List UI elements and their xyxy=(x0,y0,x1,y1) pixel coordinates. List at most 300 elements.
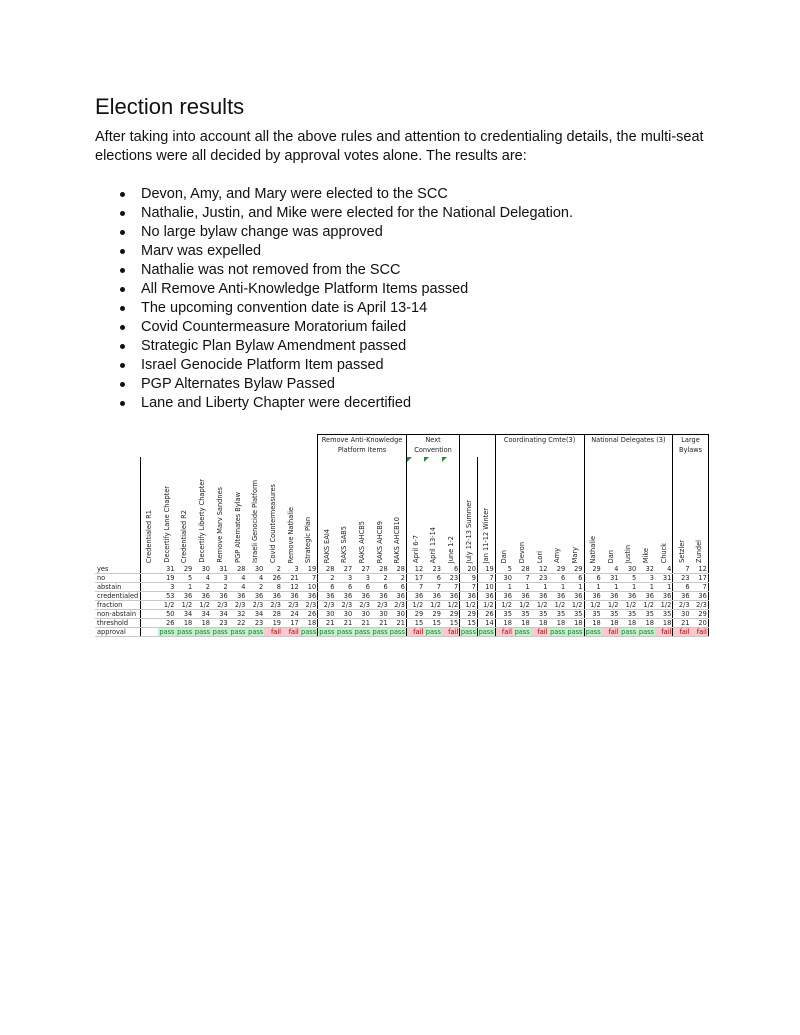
comment-flag-icon xyxy=(407,457,412,462)
table-cell: 29 xyxy=(584,565,602,574)
table-cell: 29 xyxy=(442,610,460,619)
table-cell: 35 xyxy=(531,610,549,619)
table-cell: 12 xyxy=(406,565,424,574)
table-cell: 31 xyxy=(211,565,229,574)
table-cell: fail xyxy=(406,628,424,637)
table-cell: 2 xyxy=(247,583,265,592)
table-cell: 15 xyxy=(442,619,460,628)
result-item: Marv was expelled xyxy=(120,242,573,261)
table-cell xyxy=(140,628,158,637)
table-cell: 1 xyxy=(495,583,513,592)
table-cell: 36 xyxy=(637,592,655,601)
table-cell: 10 xyxy=(477,583,495,592)
table-row xyxy=(95,628,708,637)
table-cell: 18 xyxy=(602,619,620,628)
table-cell: 36 xyxy=(477,592,495,601)
result-item: PGP Alternates Bylaw Passed xyxy=(120,375,573,394)
table-cell: 18 xyxy=(548,619,566,628)
table-cell: 1/2 xyxy=(460,601,478,610)
table-cell: 6 xyxy=(673,583,691,592)
table-cell: 30 xyxy=(389,610,407,619)
column-header-label: Israeli Genocide Platform xyxy=(251,480,260,563)
table-cell: 53 xyxy=(158,592,176,601)
table-cell: 1/2 xyxy=(513,601,531,610)
table-cell: 36 xyxy=(282,592,300,601)
table-cell: pass xyxy=(638,628,654,636)
result-item: The upcoming convention date is April 13-14 xyxy=(120,299,573,318)
column-header xyxy=(691,457,709,565)
table-cell: 30 xyxy=(371,610,389,619)
table-cell: 1/2 xyxy=(584,601,602,610)
table-cell: 4 xyxy=(229,574,247,583)
table-cell: 5 xyxy=(176,574,194,583)
table-cell: 28 xyxy=(264,610,282,619)
table-cell: 15 xyxy=(406,619,424,628)
column-header-row xyxy=(95,457,708,565)
column-header-label: Remove Nathalie xyxy=(286,506,295,563)
column-header xyxy=(264,457,282,565)
group-header-large: Large Bylaws xyxy=(673,435,709,458)
table-cell: 36 xyxy=(584,592,602,601)
result-item: Strategic Plan Bylaw Amendment passed xyxy=(120,337,573,356)
table-cell: 35 xyxy=(655,610,673,619)
table-cell: 36 xyxy=(247,592,265,601)
table-cell: 34 xyxy=(247,610,265,619)
row-label: abstain xyxy=(95,583,140,592)
column-header-label: Credentialed R2 xyxy=(180,509,189,563)
table-cell: 1/2 xyxy=(176,601,194,610)
column-header xyxy=(247,457,265,565)
table-cell: 7 xyxy=(442,583,460,592)
group-header-raks: Remove Anti-Knowledge Platform Items xyxy=(318,435,407,458)
table-cell: 18 xyxy=(620,619,638,628)
table-cell: 36 xyxy=(371,592,389,601)
intro-paragraph: After taking into account all the above rules and attention to credentialing details, the multi-seat elections were all decided by approval votes alone. The results are: xyxy=(95,129,704,164)
table-cell: 35 xyxy=(584,610,602,619)
table-cell: 28 xyxy=(513,565,531,574)
table-cell: 4 xyxy=(247,574,265,583)
table-cell: 27 xyxy=(353,565,371,574)
table-cell: 1 xyxy=(637,583,655,592)
column-header xyxy=(282,457,300,565)
table-cell: 35 xyxy=(566,610,584,619)
table-cell: 30 xyxy=(620,565,638,574)
table-cell: 18 xyxy=(513,619,531,628)
table-cell: pass xyxy=(514,628,530,636)
column-header xyxy=(602,457,620,565)
header-corner xyxy=(95,457,140,565)
table-cell: 7 xyxy=(691,583,709,592)
table-cell: pass xyxy=(248,628,264,636)
row-label: threshold xyxy=(95,619,140,628)
column-header xyxy=(158,457,176,565)
column-header xyxy=(335,457,353,565)
table-cell: 6 xyxy=(548,574,566,583)
table-cell: 36 xyxy=(460,592,478,601)
group-header-convention: Next Convention xyxy=(406,435,459,458)
table-cell: fail xyxy=(264,628,282,637)
column-header-label: Amy xyxy=(553,548,562,563)
column-header xyxy=(406,457,424,565)
table-cell: 2/3 xyxy=(389,601,407,610)
group-header-scc: Coordinating Cmte(3) xyxy=(495,435,584,458)
table-cell: 36 xyxy=(193,592,211,601)
column-header-label: June 1-2 xyxy=(446,535,455,563)
table-cell: 36 xyxy=(406,592,424,601)
table-cell: 2/3 xyxy=(300,601,318,610)
table-cell: 1 xyxy=(531,583,549,592)
table-cell: 26 xyxy=(158,619,176,628)
table-cell: 21 xyxy=(389,619,407,628)
table-cell: 12 xyxy=(531,565,549,574)
table-cell: 26 xyxy=(477,610,495,619)
column-header-label: RAKS SAB5 xyxy=(340,526,349,563)
table-cell: 29 xyxy=(548,565,566,574)
column-header-label: Jan 11-12 Winter xyxy=(482,507,491,563)
row-label: yes xyxy=(95,565,140,574)
table-cell: 36 xyxy=(211,592,229,601)
column-header xyxy=(566,457,584,565)
table-cell: fail xyxy=(691,628,709,637)
table-cell: 18 xyxy=(655,619,673,628)
table-cell: 28 xyxy=(389,565,407,574)
table-cell: 23 xyxy=(673,574,691,583)
column-header xyxy=(229,457,247,565)
table-cell: 17 xyxy=(406,574,424,583)
table-cell: 19 xyxy=(477,565,495,574)
table-cell: 36 xyxy=(442,592,460,601)
table-cell: 3 xyxy=(637,574,655,583)
table-cell: pass xyxy=(478,628,494,636)
results-list xyxy=(120,185,573,413)
table-cell: 2/3 xyxy=(353,601,371,610)
column-header-label: Mike xyxy=(642,547,651,563)
table-cell: 1/2 xyxy=(655,601,673,610)
table-cell: 1 xyxy=(513,583,531,592)
table-cell: 30 xyxy=(193,565,211,574)
table-cell: 36 xyxy=(176,592,194,601)
column-header-label: Dan xyxy=(500,549,509,563)
table-cell: 22 xyxy=(229,619,247,628)
table-cell: 4 xyxy=(229,583,247,592)
table-cell: pass xyxy=(337,628,353,636)
row-label: approval xyxy=(95,628,140,637)
table-cell: 14 xyxy=(477,619,495,628)
table-cell: 17 xyxy=(691,574,709,583)
column-header xyxy=(620,457,638,565)
results-table-image xyxy=(95,434,709,637)
table-cell: 19 xyxy=(264,619,282,628)
table-cell: 35 xyxy=(620,610,638,619)
table-cell: 2/3 xyxy=(673,601,691,610)
column-header xyxy=(655,457,673,565)
table-cell: fail xyxy=(673,628,691,637)
column-header xyxy=(531,457,549,565)
column-header-label: Credentialed R1 xyxy=(145,509,154,563)
column-header-label: Chuck xyxy=(659,542,668,563)
table-cell: 4 xyxy=(193,574,211,583)
column-header-label: Remove Marv Sandnes xyxy=(215,487,224,563)
table-cell: 3 xyxy=(335,574,353,583)
table-cell: 12 xyxy=(282,583,300,592)
table-row xyxy=(95,619,708,628)
table-cell: 6 xyxy=(353,583,371,592)
table-cell: 1 xyxy=(548,583,566,592)
table-row xyxy=(95,610,708,619)
column-header xyxy=(442,457,460,565)
table-cell: 2/3 xyxy=(371,601,389,610)
table-cell: 4 xyxy=(655,565,673,574)
table-cell: 2 xyxy=(211,583,229,592)
table-row xyxy=(95,565,708,574)
table-cell: 7 xyxy=(673,565,691,574)
table-cell: 5 xyxy=(620,574,638,583)
table-cell xyxy=(140,619,158,628)
table-cell: 1/2 xyxy=(620,601,638,610)
table-row xyxy=(95,574,708,583)
table-cell: 29 xyxy=(406,610,424,619)
column-header-label: April 6-7 xyxy=(411,535,420,563)
table-cell: 26 xyxy=(300,610,318,619)
table-cell: 1 xyxy=(655,583,673,592)
table-cell: 36 xyxy=(335,592,353,601)
column-header-label: Covid Countermeasures xyxy=(269,483,278,563)
table-cell: 15 xyxy=(460,619,478,628)
table-row xyxy=(95,583,708,592)
table-cell: 6 xyxy=(584,574,602,583)
table-cell: 1/2 xyxy=(566,601,584,610)
table-cell: 3 xyxy=(282,565,300,574)
table-cell: 31 xyxy=(602,574,620,583)
table-cell: 18 xyxy=(300,619,318,628)
table-cell: 35 xyxy=(637,610,655,619)
table-cell: 2/3 xyxy=(247,601,265,610)
table-cell: 1/2 xyxy=(406,601,424,610)
table-row xyxy=(95,601,708,610)
table-cell: 18 xyxy=(495,619,513,628)
table-cell: 7 xyxy=(477,574,495,583)
table-cell: 23 xyxy=(442,574,460,583)
column-header xyxy=(371,457,389,565)
table-cell xyxy=(140,592,158,601)
table-cell: 7 xyxy=(513,574,531,583)
table-cell: 1 xyxy=(584,583,602,592)
table-cell: 28 xyxy=(229,565,247,574)
table-cell: pass xyxy=(177,628,193,636)
table-cell: 36 xyxy=(424,592,442,601)
column-header xyxy=(460,457,478,565)
table-cell: 2 xyxy=(193,583,211,592)
table-cell xyxy=(140,574,158,583)
table-cell: pass xyxy=(159,628,175,636)
table-cell xyxy=(140,583,158,592)
table-cell: 36 xyxy=(513,592,531,601)
column-header-label: Dan xyxy=(606,549,615,563)
table-cell: 3 xyxy=(158,583,176,592)
table-cell: 24 xyxy=(282,610,300,619)
table-cell: 6 xyxy=(442,565,460,574)
column-header xyxy=(353,457,371,565)
table-cell: 2/3 xyxy=(229,601,247,610)
table-cell: 12 xyxy=(691,565,709,574)
table-cell xyxy=(140,565,158,574)
group-header-spacer xyxy=(460,435,496,458)
row-label: credentialed xyxy=(97,592,139,600)
table-cell: pass xyxy=(585,628,601,636)
table-cell: 1 xyxy=(602,583,620,592)
table-cell: 2/3 xyxy=(264,601,282,610)
column-header xyxy=(477,457,495,565)
result-item: Lane and Liberty Chapter were decertified xyxy=(120,394,573,413)
result-item: Nathalie was not removed from the SCC xyxy=(120,261,573,280)
table-cell: 35 xyxy=(513,610,531,619)
table-cell: 23 xyxy=(424,565,442,574)
table-cell: 6 xyxy=(566,574,584,583)
column-header-label: Setzler xyxy=(677,540,686,563)
table-cell: 21 xyxy=(318,619,336,628)
column-header xyxy=(424,457,442,565)
table-cell: 28 xyxy=(318,565,336,574)
table-cell: 36 xyxy=(691,592,709,601)
column-header-label: RAKS AHCB10 xyxy=(393,516,402,563)
table-cell: 35 xyxy=(495,610,513,619)
table-cell: 30 xyxy=(318,610,336,619)
table-cell: 21 xyxy=(371,619,389,628)
table-cell: 32 xyxy=(637,565,655,574)
column-header-label: Nathalie xyxy=(589,535,598,563)
table-cell: 2/3 xyxy=(318,601,336,610)
table-cell: 27 xyxy=(335,565,353,574)
table-cell: pass xyxy=(319,628,335,636)
column-header xyxy=(495,457,513,565)
table-cell: 6 xyxy=(335,583,353,592)
table-cell: 1/2 xyxy=(158,601,176,610)
table-cell: 20 xyxy=(691,619,709,628)
table-cell: 7 xyxy=(424,583,442,592)
table-cell: 1/2 xyxy=(637,601,655,610)
table-cell: 36 xyxy=(673,592,691,601)
table-cell: pass xyxy=(567,628,583,636)
table-cell: 1 xyxy=(566,583,584,592)
table-cell xyxy=(140,601,158,610)
table-cell: 34 xyxy=(176,610,194,619)
column-header-label: Justin xyxy=(624,544,633,563)
column-header-label: Lori xyxy=(535,550,544,563)
table-cell: 34 xyxy=(211,610,229,619)
table-cell: 36 xyxy=(389,592,407,601)
column-header-label: Zundel xyxy=(695,540,704,563)
table-cell: 6 xyxy=(389,583,407,592)
table-cell: 30 xyxy=(353,610,371,619)
table-cell: 7 xyxy=(460,583,478,592)
table-cell: 35 xyxy=(602,610,620,619)
table-cell: 18 xyxy=(637,619,655,628)
table-cell: 2/3 xyxy=(282,601,300,610)
column-header-label: PGP Alternates Bylaw xyxy=(233,492,242,563)
table-cell: 30 xyxy=(335,610,353,619)
table-cell: 6 xyxy=(318,583,336,592)
result-item: Devon, Amy, and Mary were elected to the SCC xyxy=(120,185,573,204)
result-item: No large bylaw change was approved xyxy=(120,223,573,242)
table-cell: 6 xyxy=(424,574,442,583)
table-cell: 28 xyxy=(371,565,389,574)
table-cell: 36 xyxy=(495,592,513,601)
table-cell xyxy=(140,610,158,619)
table-cell: 21 xyxy=(673,619,691,628)
table-cell: 19 xyxy=(300,565,318,574)
table-cell: 36 xyxy=(620,592,638,601)
table-cell: 30 xyxy=(247,565,265,574)
table-cell: 20 xyxy=(460,565,478,574)
column-header-label: Strategic Plan xyxy=(304,517,313,563)
group-header-national: National Delegates (3) xyxy=(584,435,673,458)
table-cell: 23 xyxy=(211,619,229,628)
row-label: no xyxy=(95,574,140,583)
row-label: fraction xyxy=(95,601,140,610)
table-cell: 36 xyxy=(264,592,282,601)
table-cell: 36 xyxy=(353,592,371,601)
table-cell: pass xyxy=(230,628,246,636)
column-header xyxy=(211,457,229,565)
table-cell: 10 xyxy=(300,583,318,592)
column-header xyxy=(300,457,318,565)
table-cell: pass xyxy=(301,628,317,636)
column-header xyxy=(637,457,655,565)
table-cell: 2 xyxy=(371,574,389,583)
table-cell: 2 xyxy=(389,574,407,583)
vote-table xyxy=(95,434,709,637)
table-cell: 4 xyxy=(602,565,620,574)
group-spacer xyxy=(95,435,318,458)
table-cell: 1/2 xyxy=(477,601,495,610)
table-cell: 29 xyxy=(691,610,709,619)
table-cell: fail xyxy=(282,628,300,637)
table-cell: pass xyxy=(425,628,441,636)
table-cell: 5 xyxy=(495,565,513,574)
table-cell: 7 xyxy=(300,574,318,583)
table-cell: 36 xyxy=(300,592,318,601)
table-cell: 36 xyxy=(566,592,584,601)
group-header-row xyxy=(95,435,708,458)
table-cell: pass xyxy=(354,628,370,636)
result-item: Israel Genocide Platform Item passed xyxy=(120,356,573,375)
table-cell: 1/2 xyxy=(424,601,442,610)
comment-flag-icon xyxy=(442,457,447,462)
column-header xyxy=(176,457,194,565)
table-cell: fail xyxy=(602,628,620,637)
table-cell: 19 xyxy=(158,574,176,583)
column-header-label: Devon xyxy=(517,541,526,563)
table-cell: 1/2 xyxy=(531,601,549,610)
page-title: Election results xyxy=(95,94,245,119)
table-row xyxy=(95,592,708,601)
table-cell: 1/2 xyxy=(602,601,620,610)
column-header xyxy=(513,457,531,565)
column-header-label: Decertify Liberty Chapter xyxy=(198,479,207,563)
column-header-label: RAKS AHCB5 xyxy=(358,520,367,563)
table-cell: 3 xyxy=(353,574,371,583)
table-cell: 29 xyxy=(460,610,478,619)
table-cell: 18 xyxy=(193,619,211,628)
table-cell: pass xyxy=(389,628,405,636)
table-cell: 36 xyxy=(318,592,336,601)
column-header-label: RAKS EAI4 xyxy=(322,528,331,563)
column-header xyxy=(193,457,211,565)
table-cell: 1/2 xyxy=(495,601,513,610)
table-cell: 1 xyxy=(176,583,194,592)
table-cell: 15 xyxy=(424,619,442,628)
column-header-label: RAKS AHCB9 xyxy=(375,520,384,563)
